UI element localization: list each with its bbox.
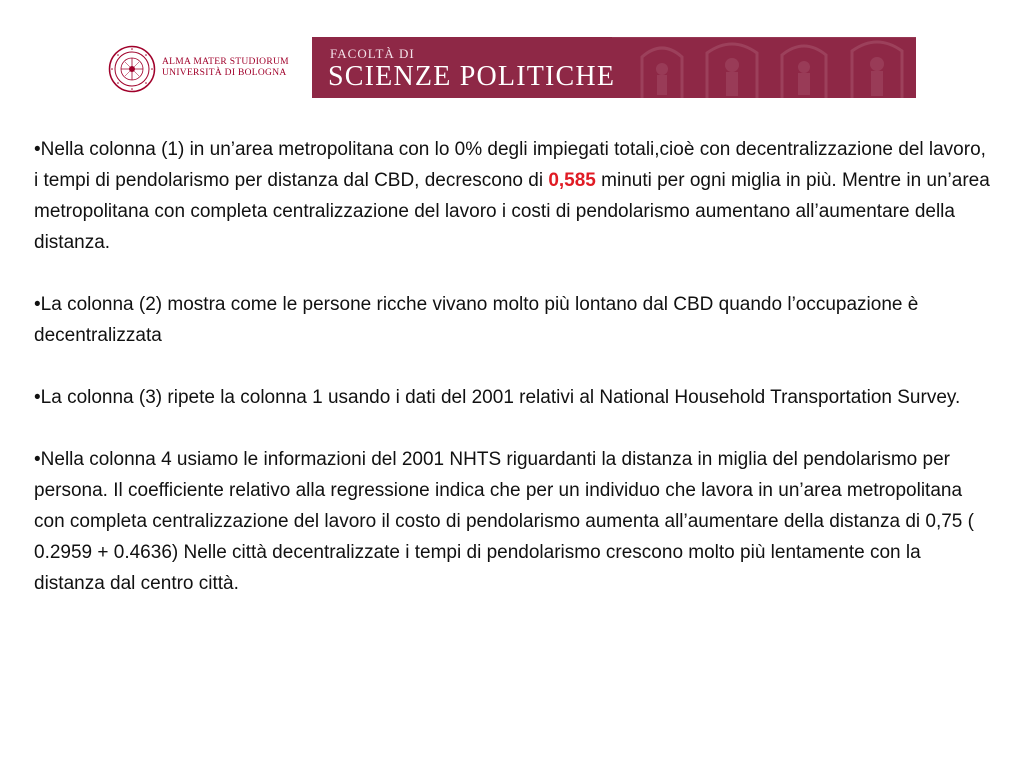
- bullet-paragraph-3: •La colonna (3) ripete la colonna 1 usando i dati del 2001 relativi al National Household Transportation Survey.: [34, 387, 961, 408]
- faculty-banner: [312, 37, 916, 98]
- faculty-label-small: FACOLTÀ DI: [330, 46, 415, 61]
- highlighted-value: 0,585: [548, 170, 596, 191]
- bullet-paragraph-4: •Nella colonna 4 usiamo le informazioni del 2001 NHTS riguardanti la distanza in miglia del pendolarismo per persona. Il coefficiente relativo alla regressione indica che per un individuo che lavora in un’area metropolitana con completa centralizzazione del lavoro il costo di pendolarismo aumenta all’aumentare della distanza di 0,75 ( 0.2959 + 0.4636) Nelle città decentralizzate i tempi di pendolarismo crescono molto più lentamente con la distanza dal centro città.: [34, 449, 974, 594]
- paragraph-1-text-a: •Nella colonna (1) in un’area metropolitana con lo 0% degli impiegati totali,cioè con decentralizzazione del lavoro, i tempi di pendolarismo per distanza dal CBD, decrescono di: [34, 139, 986, 191]
- university-name: [162, 57, 289, 79]
- slide-body: [34, 134, 994, 630]
- bullet-paragraph-2: •La colonna (2) mostra come le persone ricche vivano molto più lontano dal CBD quando l’occupazione è decentralizzata: [34, 294, 919, 346]
- paragraph-1-text-b: minuti per ogni miglia in più. Mentre in un’area metropolitana con completa centralizzazione del lavoro i costi di pendolarismo aumentano all’aumentare della distanza.: [34, 170, 990, 253]
- bullet-paragraph-1: [34, 134, 994, 258]
- university-name-line2: UNIVERSITÀ DI BOLOGNA: [162, 68, 287, 78]
- faculty-name: SCIENZE POLITICHE: [328, 61, 616, 92]
- university-seal-icon: [108, 45, 156, 93]
- university-name-line1: ALMA MATER STUDIORUM: [162, 57, 289, 67]
